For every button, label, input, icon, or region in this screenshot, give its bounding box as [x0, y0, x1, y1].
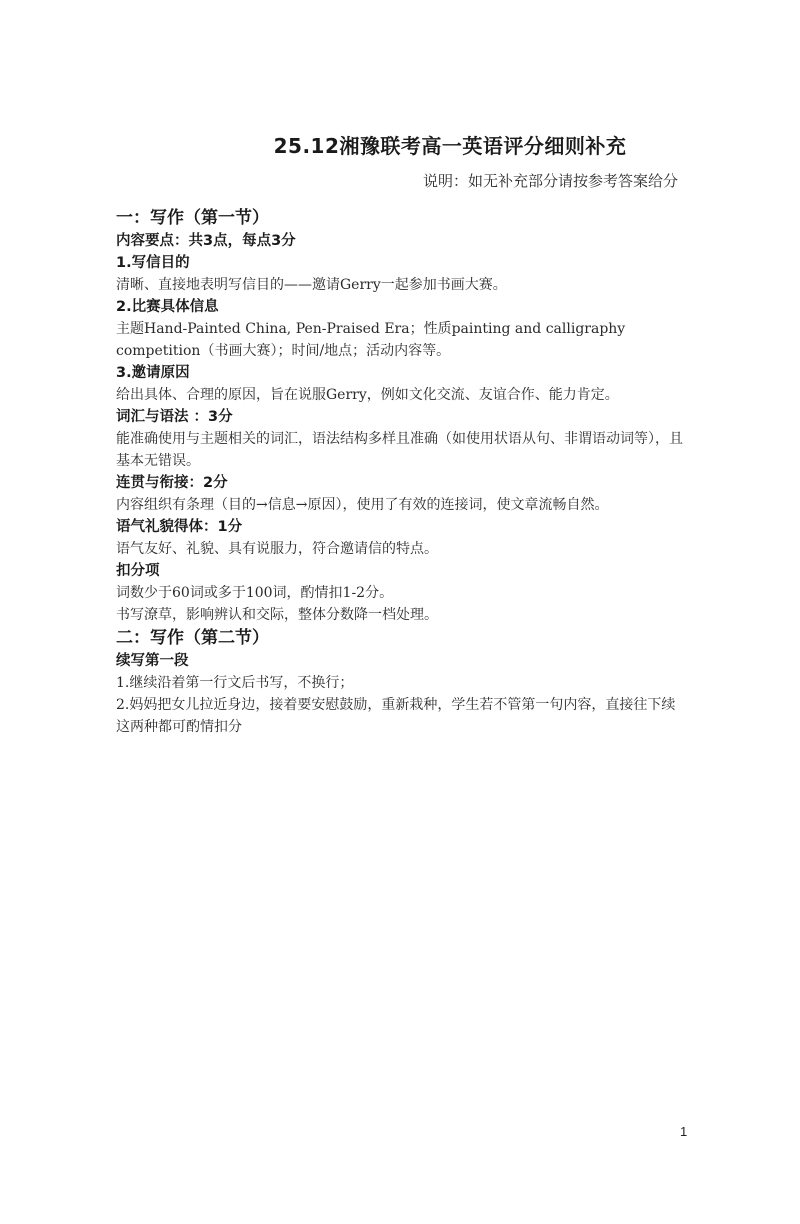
continuation-item-1: 1.继续沿着第一行文后书写，不换行；	[116, 675, 354, 691]
point-1-text: 清晰、直接地表明写信目的——邀请Gerry一起参加书画大赛。	[116, 277, 507, 293]
tone-text: 语气友好、礼貌、具有说服力，符合邀请信的特点。	[116, 541, 438, 557]
deduction-heading: 扣分项	[116, 563, 160, 579]
point-3-text: 给出具体、合理的原因，旨在说服Gerry，例如文化交流、友谊合作、能力肯定。	[116, 387, 619, 403]
vocab-grammar-text: 能准确使用与主题相关的词汇，语法结构多样且准确（如使用状语从句、非谓语动词等），且基本无错误。	[116, 431, 683, 469]
document-note: 说明：如无补充部分请按参考答案给分	[422, 172, 678, 190]
content-points-heading: 内容要点：共3点，每点3分	[116, 233, 296, 249]
document-body	[116, 206, 696, 738]
tone-heading: 语气礼貌得体：1分	[116, 519, 243, 535]
vocab-grammar-heading: 词汇与语法 ：3分	[116, 409, 233, 425]
deduction-text-1: 词数少于60词或多于100词，酌情扣1-2分。	[116, 585, 394, 601]
page-number: 1	[680, 1124, 688, 1139]
coherence-text: 内容组织有条理（目的→信息→原因），使用了有效的连接词，使文章流畅自然。	[116, 497, 609, 513]
section-2-heading: 二：写作（第二节）	[116, 628, 269, 648]
coherence-heading: 连贯与衔接：2分	[116, 475, 228, 491]
point-1-heading: 1.写信目的	[116, 255, 190, 271]
document-title: 25.12湘豫联考高一英语评分细则补充	[273, 134, 627, 158]
continuation-item-2: 2.妈妈把女儿拉近身边，接着要安慰鼓励，重新栽种，学生若不管第一句内容，直接往下续	[116, 697, 676, 713]
section-1-heading: 一：写作（第一节）	[116, 208, 269, 228]
point-2-heading: 2.比赛具体信息	[116, 299, 219, 315]
deduction-text-2: 书写潦草，影响辨认和交际，整体分数降一档处理。	[116, 607, 438, 623]
point-2-text: 主题Hand-Painted China, Pen-Praised Era；性质painting and calligraphy competition（书画大赛）；时间/地点；活动内容等。	[116, 321, 626, 359]
point-3-heading: 3.邀请原因	[116, 365, 190, 381]
continuation-heading: 续写第一段	[116, 653, 189, 669]
continuation-item-3: 这两种都可酌情扣分	[116, 719, 242, 735]
